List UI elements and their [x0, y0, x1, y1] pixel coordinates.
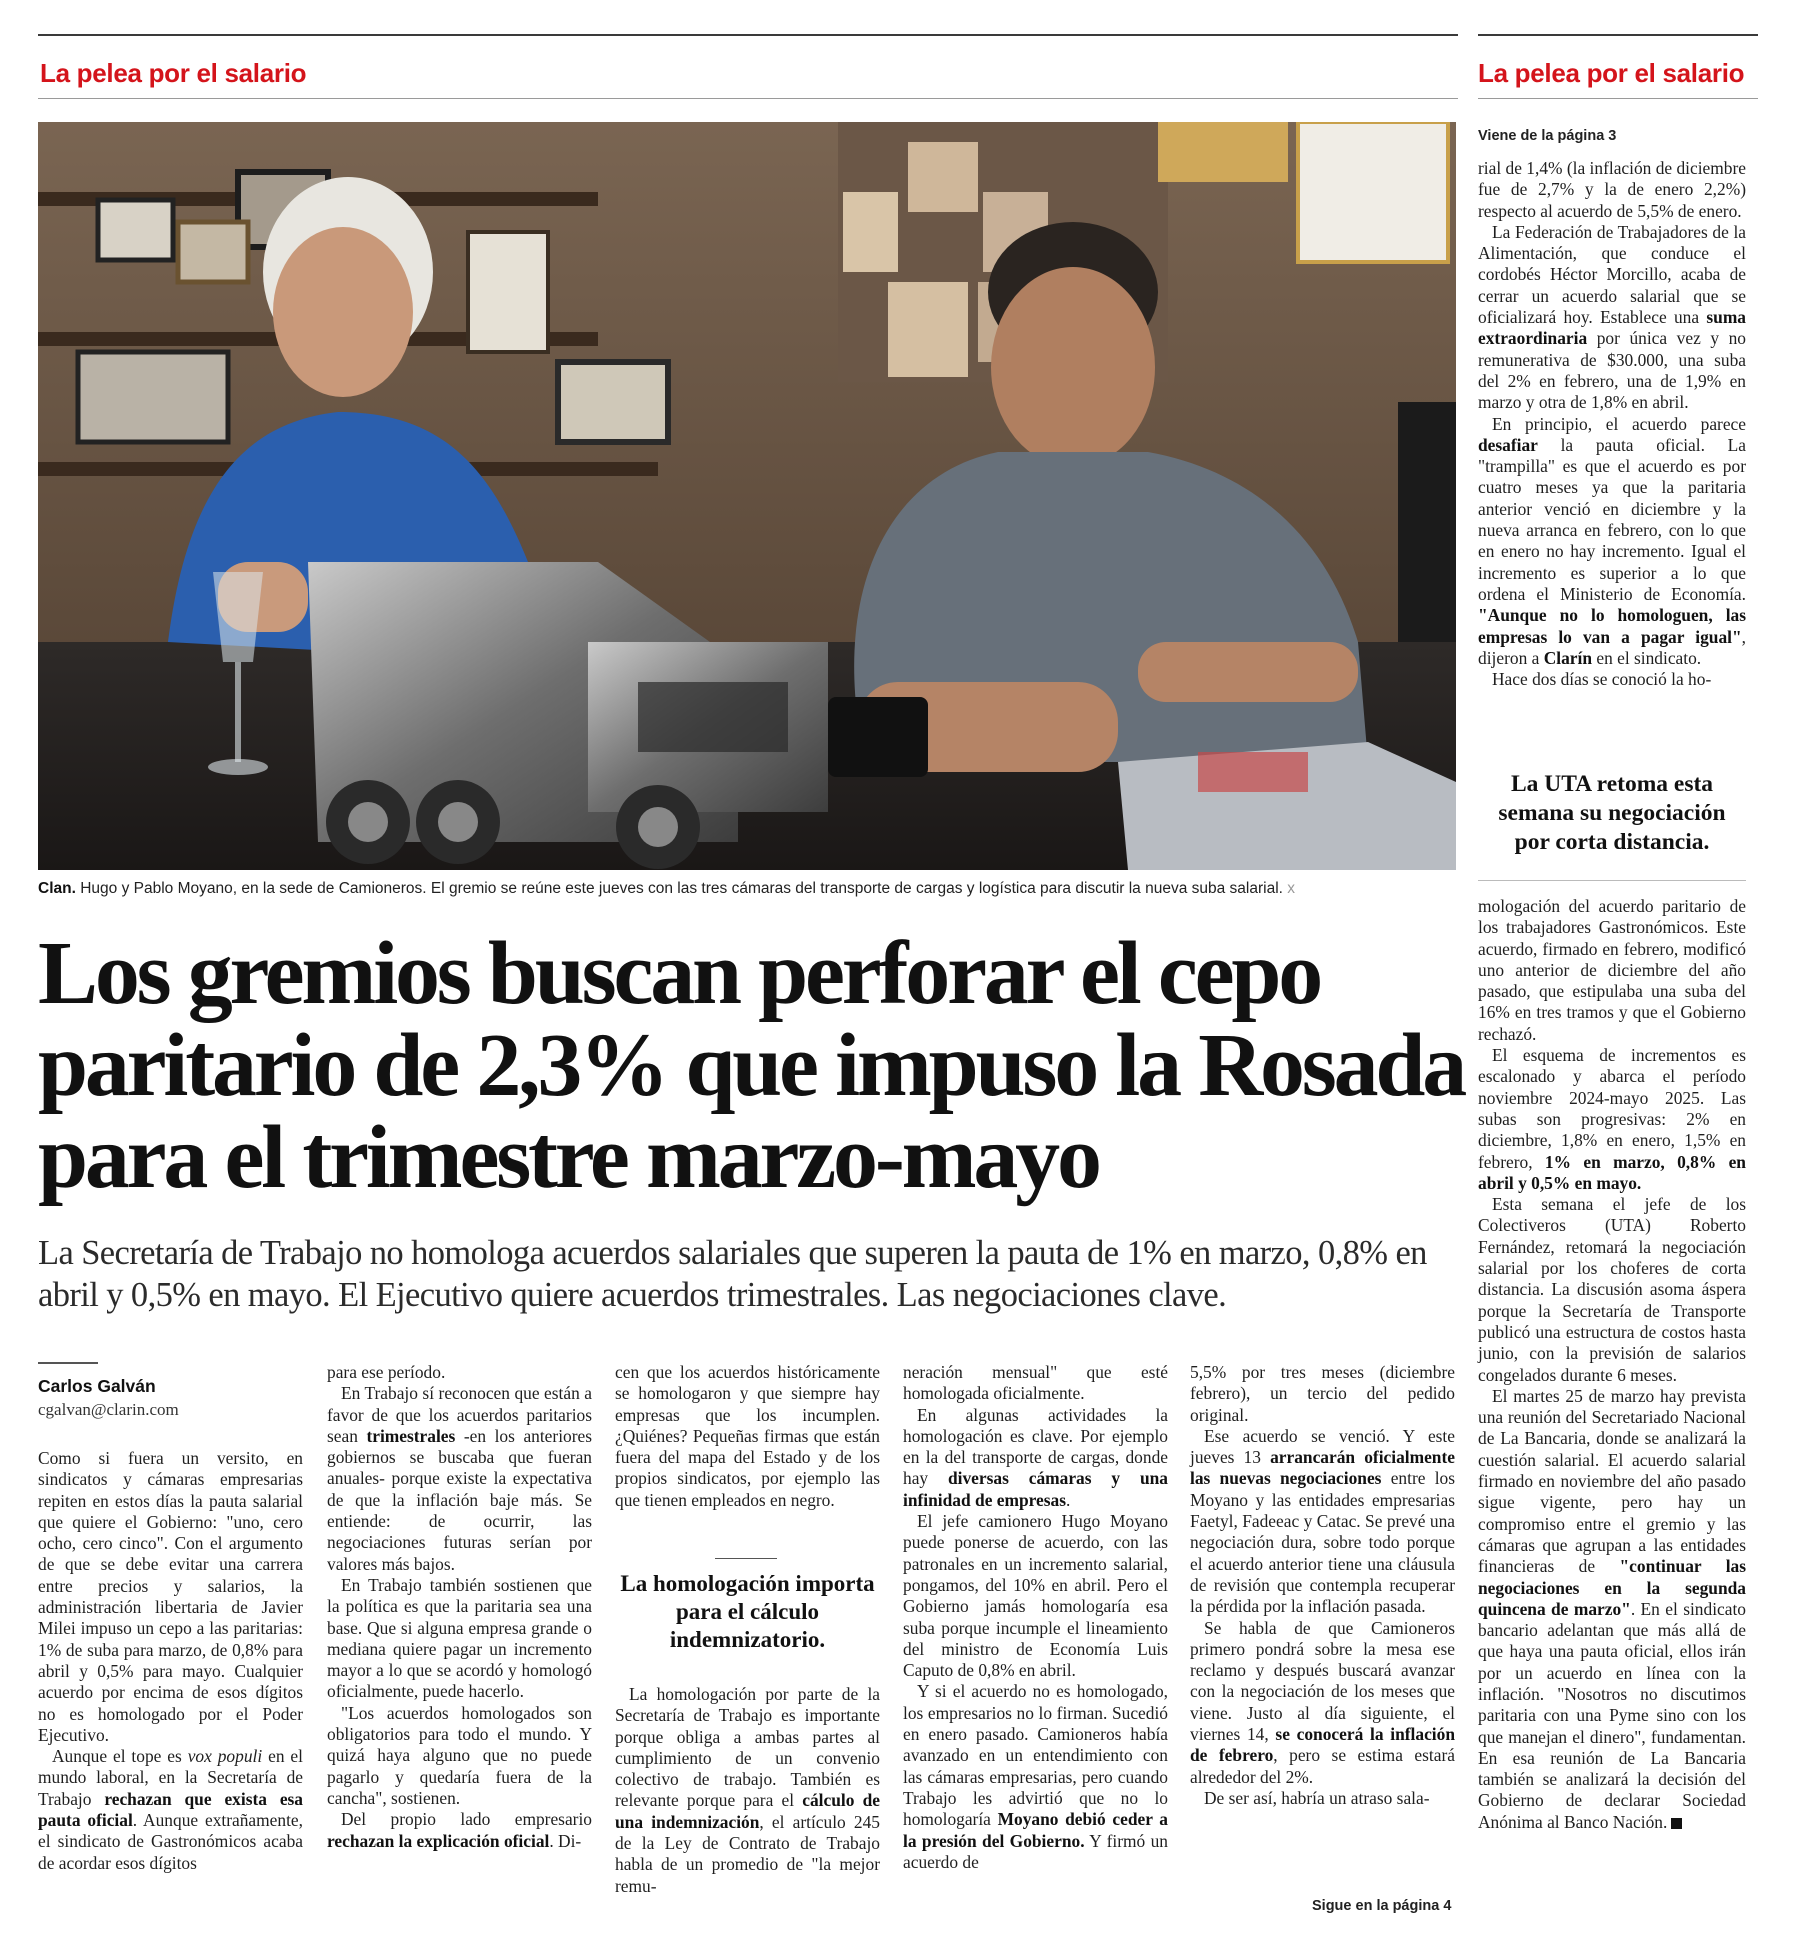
pullquote-rule: [715, 1558, 777, 1559]
continued-on: Sigue en la página 4: [1312, 1898, 1452, 1914]
continued-from: Viene de la página 3: [1478, 128, 1617, 144]
body-column-5: 5,5% por tres meses (diciembre febrero), un tercio del pedido original. Ese acuerdo se venció. Y este jueves 13 arrancarán oficialmente las nuevas negociaciones entre los Moyano y las entidades empresarias Faetyl, Fadeeac y Catac. Se prevé una negociación dura, sobre todo porque el acuerdo anterior tiene una cláusula de revisión que contempla recuperar la pérdida por la inflación pasada. Se habla de que Camioneros primero pondrá sobre la mesa ese reclamo y después buscará avanzar con la negociación de los meses que viene. Justo al día siguiente, el viernes 14, se conocerá la inflación de febrero, pero se estima estará alrededor del 2%. De ser así, habría un atraso sala-: [1190, 1362, 1455, 1808]
author-name: Carlos Galván: [38, 1376, 156, 1396]
deck: La Secretaría de Trabajo no homologa acuerdos salariales que superen la pauta de 1% en marzo, 0,8% en abril y 0,5% en mayo. El Ejecutivo quiere acuerdos trimestrales. Las negociaciones clave.: [38, 1234, 1427, 1314]
caption-credit: x: [1287, 880, 1296, 897]
headline: Los gremios buscan perforar el cepo paritario de 2,3% que impuso la Rosada para el trimestre marzo-mayo: [38, 924, 1465, 1207]
body-column-4: neración mensual" que esté homologada oficialmente. En algunas actividades la homologación es clave. Por ejemplo en la del transporte de cargas, donde hay diversas cámaras y una infinidad de empresas. El jefe camionero Hugo Moyano puede ponerse de acuerdo, con las patronales en un incremento salarial, pongamos, del 10% en abril. Pero el Gobierno jamás homologaría esa suba porque incumple el lineamiento del ministro de Economía Luis Caputo de 0,8% en abril. Y si el acuerdo no es homologado, los empresarios no lo firman. Sucedió en enero pasado. Camioneros había avanzado en un entendimiento con las cámaras empresarias, pero cuando Trabajo les advirtió que no lo homologaría Moyano debió ceder a la presión del Gobierno. Y firmó un acuerdo de: [903, 1362, 1168, 1872]
caption-lead: Clan.: [38, 880, 76, 897]
right-column-top: rial de 1,4% (la inflación de diciembre fue de 2,7% y la de enero 2,2%) respecto al acuerdo de 5,5% de enero. La Federación de Trabajadores de la Alimentación, que conduce el cordobés Héctor Morcillo, acaba de cerrar un acuerdo salarial que se oficializará hoy. Establece una suma extraordinaria por única vez y no remunerativa de $30.000, una suba del 2% en febrero, una de 1,9% en marzo y otra de 1,8% en abril. En principio, el acuerdo parece desafiar la pauta oficial. La "trampilla" es que el acuerdo es por cuatro meses ya que la paritaria anterior venció en diciembre y la nueva arranca en febrero, con lo que en enero no hay incremento. Igual el incremento es superior a lo que ordena el Ministerio de Economía. "Aunque no lo homologuen, las empresas lo van a pagar igual", dijeron a Clarín en el sindicato. Hace dos días se conoció la ho-: [1478, 158, 1746, 690]
pullquote-homologacion: La homologación importa para el cálculo indemnizatorio.: [620, 1571, 875, 1652]
top-rule: [38, 34, 1458, 36]
byline-rule: [38, 1362, 98, 1364]
body-column-3: cen que los acuerdos históricamente se homologaron y que siempre hay empresas que los incumplen. ¿Quiénes? Pequeñas firmas que están fuera del mapa del Estado y de los propios sindicatos, por ejemplo las que tienen empleados en negro.: [615, 1362, 880, 1510]
caption-text: Hugo y Pablo Moyano, en la sede de Camioneros. El gremio se reúne este jueves con las tres cámaras del transporte de cargas y logística para discutir la nueva suba salarial.: [75, 880, 1283, 897]
body-column-1: Como si fuera un versito, en sindicatos y cámaras empresarias repiten en estos días la pauta salarial que quiere el Gobierno: "uno, cero ocho, cero cinco". Con el argumento de que se debe evitar una carrera entre precios y salarios, la administración libertaria de Javier Milei impuso un cepo a las paritarias: 1% de suba para marzo, de 0,8% para abril y 0,5% para mayo. Cualquier acuerdo por encima de esos dígitos no es homologado por el Poder Ejecutivo. Aunque el tope es vox populi en el mundo laboral, en la Secretaría de Trabajo rechazan que exista esa pauta oficial. Aunque extrañamente, el sindicato de Gastronómicos acaba de acordar esos dígitos: [38, 1448, 303, 1873]
pullquote-uta: La UTA retoma esta semana su negociación por corta distancia.: [1498, 771, 1726, 855]
photo-moyano: [38, 122, 1456, 870]
author-email: cgalvan@clarin.com: [38, 1400, 179, 1419]
section-label-right: La pelea por el salario: [1478, 58, 1745, 88]
section-rule-right: [1478, 98, 1758, 99]
body-column-3b: La homologación por parte de la Secretaría de Trabajo es importante porque obliga a ambas partes al cumplimiento de un convenio colectivo de trabajo. También es relevante porque para el cálculo de una indemnización, el artículo 245 de la Ley de Contrato de Trabajo habla de un promedio de "la mejor remu-: [615, 1684, 880, 1896]
section-label: La pelea por el salario: [40, 58, 307, 88]
photo-caption: [38, 880, 1458, 898]
body-column-2: para ese período. En Trabajo sí reconocen que están a favor de que los acuerdos paritarios sean trimestrales -en los anteriores gobiernos se buscaba que fueran anuales- porque existe la expectativa de que la inflación baje más. Se entiende: de ocurrir, las negociaciones futuras serían por valores más bajos. En Trabajo también sostienen que la política es que la paritaria sea una base. Que si alguna empresa grande o mediana quiere pagar un incremento mayor a lo que se acordó y homologó oficialmente, puede hacerlo. "Los acuerdos homologados son obligatorios para todo el mundo. Y quizá haya alguno que no puede pagarlo y quedaría fuera de la cancha", sostienen. Del propio lado empresario rechazan la explicación oficial. Di-: [327, 1362, 592, 1851]
section-rule: [38, 98, 1458, 99]
pullquote-uta-rule: [1478, 880, 1746, 881]
top-rule-right: [1478, 34, 1758, 36]
right-column-bottom: mologación del acuerdo paritario de los trabajadores Gastronómicos. Este acuerdo, firmado en febrero, modificó uno anterior de diciembre del año pasado, que estipulaba una suba del 16% en tres tramos y que el Gobierno rechazó. El esquema de incrementos es escalonado y abarca el período noviembre 2024-mayo 2025. Las subas son progresivas: 2% en diciembre, 1,8% en enero, 1,5% en febrero, 1% en marzo, 0,8% en abril y 0,5% en mayo. Esta semana el jefe de los Colectiveros (UTA) Roberto Fernández, retomará la negociación salarial por los choferes de corta distancia. La discusión asoma áspera porque la Secretaría de Transporte publicó una estructura de costos hasta junio, con la previsión de salarios congelados durante 6 meses. El martes 25 de marzo hay prevista una reunión del Secretariado Nacional de La Bancaria, donde se analizará la cuestión salarial. El acuerdo salarial firmado en noviembre del año pasado sigue vigente, pero hay un compromiso entre el gremio y las cámaras que agrupan a las entidades financieras de "continuar las negociaciones en la segunda quincena de marzo". En el sindicato bancario adelantan que más allá de que haya una pauta oficial, ellos irán por un acuerdo en línea con la inflación. "Nosotros no discutimos paritaria con una Pyme sino con los que manejan el dinero", fundamentan. En esa reunión de La Bancaria también se analizará la decisión del Gobierno de declarar Sociedad Anónima al Banco Nación.: [1478, 896, 1747, 1832]
end-mark: [1671, 1818, 1682, 1829]
